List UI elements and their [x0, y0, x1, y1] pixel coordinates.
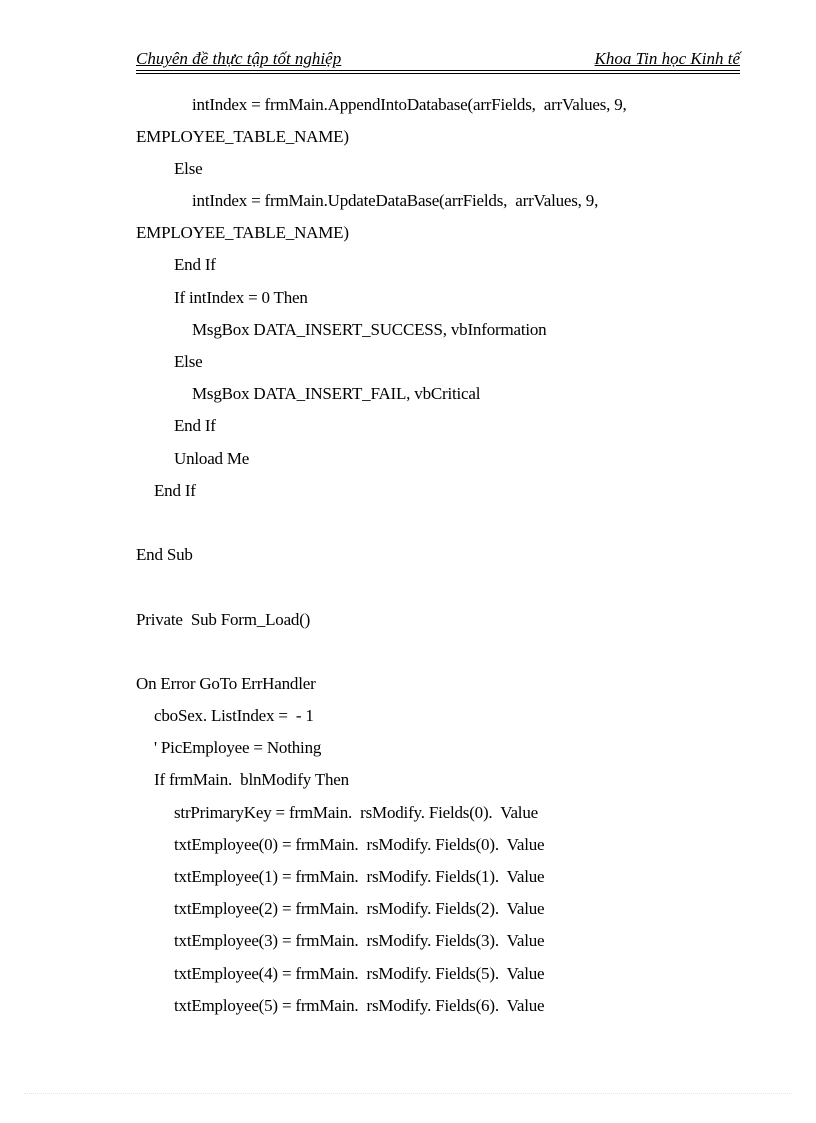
code-line: Unload Me — [174, 449, 250, 468]
code-line: End If — [174, 416, 216, 435]
header-rule-bottom — [136, 73, 740, 74]
code-line: txtEmployee(0) = frmMain. rsModify. Fields(0). Value — [174, 835, 545, 854]
code-line: End Sub — [136, 545, 193, 564]
code-line: strPrimaryKey = frmMain. rsModify. Fields(0). Value — [174, 803, 538, 822]
page-bottom-divider — [24, 1093, 792, 1094]
page-header — [136, 48, 740, 74]
code-line: ' PicEmployee = Nothing — [154, 738, 322, 757]
code-line: If frmMain. blnModify Then — [154, 770, 349, 789]
code-line: txtEmployee(1) = frmMain. rsModify. Fields(1). Value — [174, 867, 545, 886]
code-line: MsgBox DATA_INSERT_FAIL, vbCritical — [192, 384, 481, 403]
code-line: txtEmployee(2) = frmMain. rsModify. Fields(2). Value — [174, 899, 545, 918]
header-rule-top — [136, 70, 740, 71]
header-right-title: Khoa Tin học Kinh tế — [594, 49, 740, 68]
code-line: If intIndex = 0 Then — [174, 288, 308, 307]
code-line: On Error GoTo ErrHandler — [136, 674, 316, 693]
code-line: txtEmployee(4) = frmMain. rsModify. Fields(5). Value — [174, 964, 545, 983]
code-line: End If — [174, 255, 216, 274]
code-line: cboSex. ListIndex = - 1 — [154, 706, 314, 725]
code-line: EMPLOYEE_TABLE_NAME) — [136, 127, 349, 146]
code-line: MsgBox DATA_INSERT_SUCCESS, vbInformation — [192, 320, 547, 339]
code-line: txtEmployee(3) = frmMain. rsModify. Fields(3). Value — [174, 931, 545, 950]
code-line: Private Sub Form_Load() — [136, 610, 311, 629]
code-line: EMPLOYEE_TABLE_NAME) — [136, 223, 349, 242]
code-line: intIndex = frmMain.UpdateDataBase(arrFields, arrValues, 9, — [192, 191, 599, 210]
code-line: Else — [174, 159, 203, 178]
code-line: intIndex = frmMain.AppendIntoDatabase(arrFields, arrValues, 9, — [192, 95, 627, 114]
code-line: End If — [154, 481, 196, 500]
code-line: txtEmployee(5) = frmMain. rsModify. Fields(6). Value — [174, 996, 545, 1015]
code-line: Else — [174, 352, 203, 371]
header-left-title: Chuyên đề thực tập tốt nghiệp — [136, 49, 342, 68]
